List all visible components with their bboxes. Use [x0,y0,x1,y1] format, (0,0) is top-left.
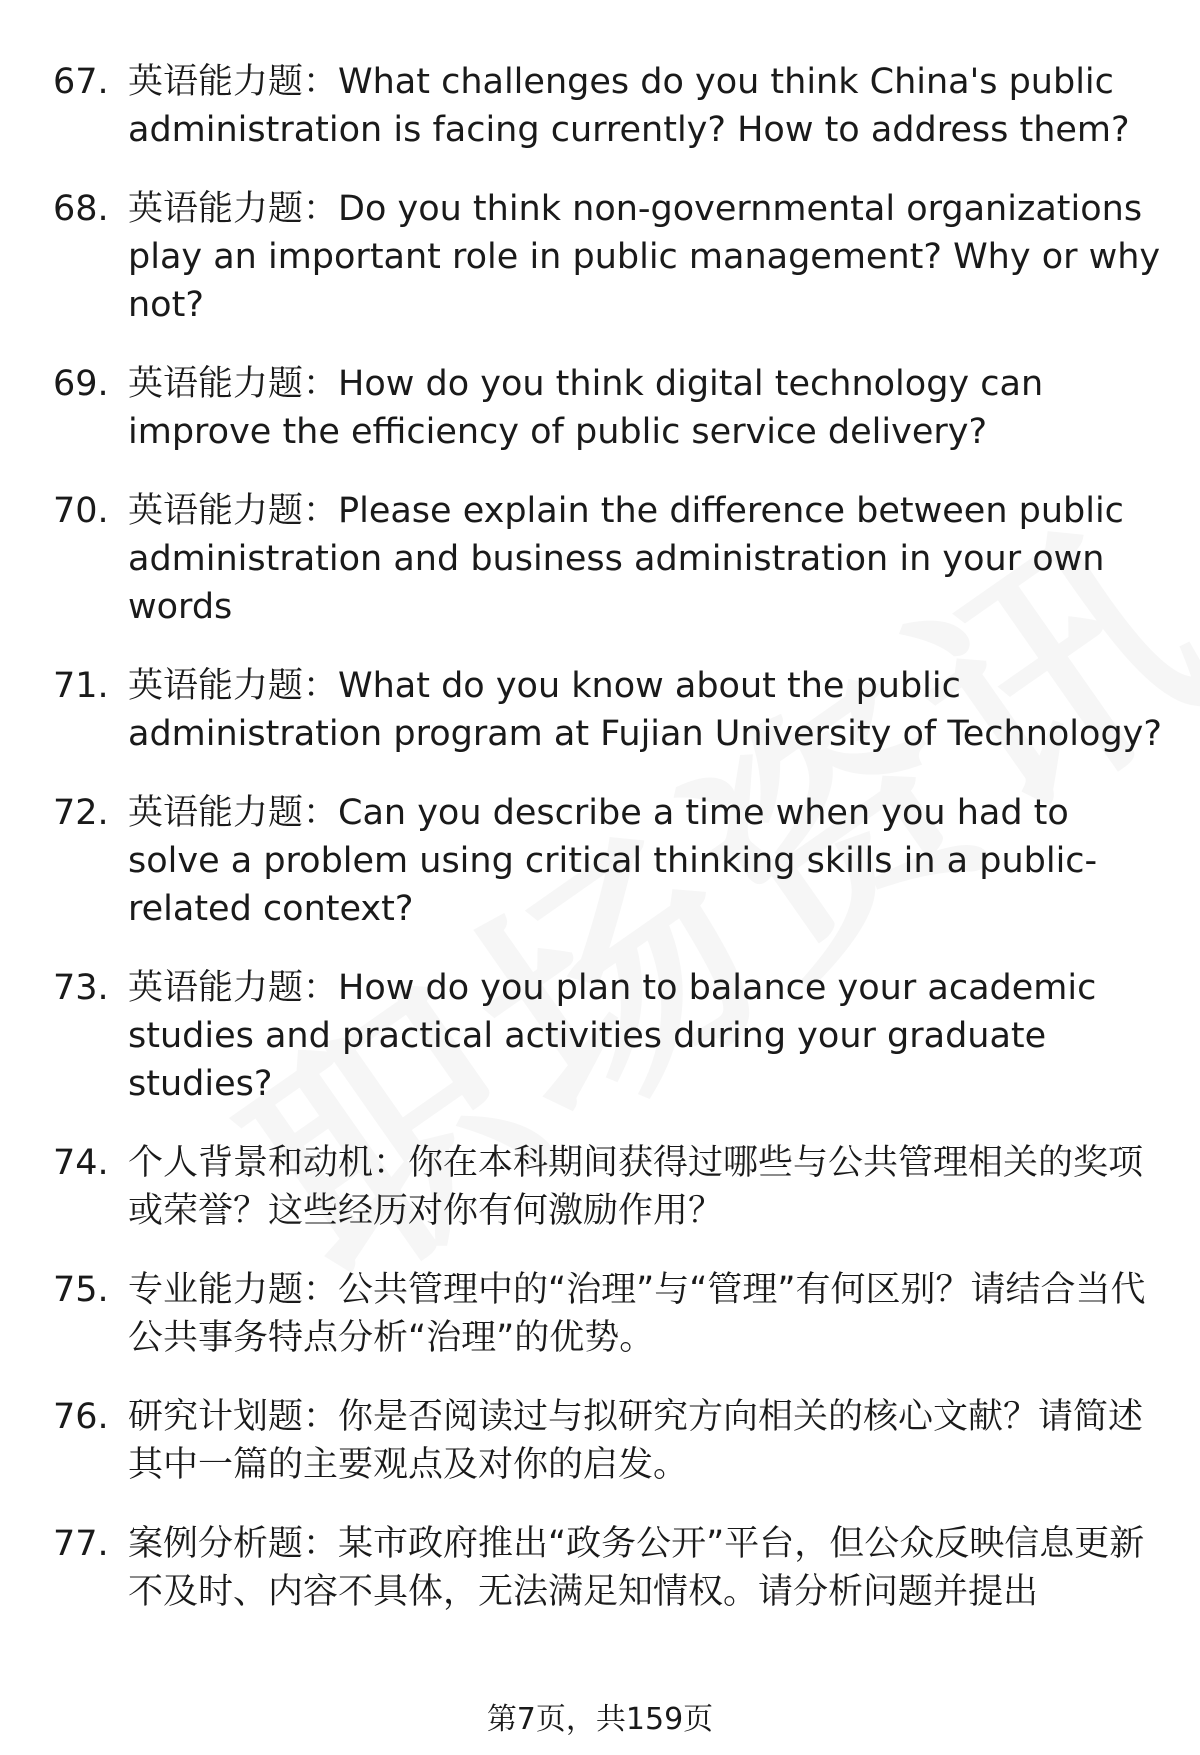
question-item [53,185,1163,329]
question-number: 77. [53,1524,109,1564]
question-item [53,1393,1163,1489]
question-text: 研究计划题：你是否阅读过与拟研究方向相关的核心文献？请简述其中一篇的主要观点及对你的启发。 [128,1397,1144,1485]
question-item [53,662,1163,758]
question-item [53,487,1163,631]
question-number: 73. [53,968,109,1008]
question-item [53,1139,1163,1235]
question-item [53,360,1163,456]
question-text: 英语能力题：Do you think non-governmental organizations play an important role in public management? Why or why not? [128,189,1161,325]
question-text: 个人背景和动机：你在本科期间获得过哪些与公共管理相关的奖项或荣誉？这些经历对你有何激励作用？ [128,1143,1144,1231]
question-number: 75. [53,1270,109,1310]
question-number: 70. [53,491,109,531]
question-item [53,1520,1163,1616]
question-number: 76. [53,1397,109,1437]
question-item [53,789,1163,933]
question-number: 69. [53,364,109,404]
question-number: 68. [53,189,109,229]
page-footer: 第7页，共159页 [486,1702,714,1737]
question-text: 案例分析题：某市政府推出“政务公开”平台，但公众反映信息更新不及时、内容不具体，无法满足知情权。请分析问题并提出 [128,1524,1145,1612]
question-text: 英语能力题：What do you know about the public administration program at Fujian University of Technology? [128,666,1162,754]
question-number: 67. [53,62,109,102]
question-text: 专业能力题：公共管理中的“治理”与“管理”有何区别？请结合当代公共事务特点分析“治理”的优势。 [128,1270,1146,1358]
question-number: 74. [53,1143,109,1183]
question-number: 71. [53,666,109,706]
question-item [53,1266,1163,1362]
question-number: 72. [53,793,109,833]
question-list [53,58,1163,1647]
question-text: 英语能力题：How do you think digital technology can improve the efficiency of public service delivery? [128,364,1044,452]
question-item [53,58,1163,154]
question-text: 英语能力题：Can you describe a time when you had to solve a problem using critical thinking skills in a public-related context? [128,793,1098,929]
question-text: 英语能力题：Please explain the difference between public administration and business administration in your own words [128,491,1124,627]
question-item [53,964,1163,1108]
question-text: 英语能力题：What challenges do you think China's public administration is facing currently? How to address them? [128,62,1130,150]
question-text: 英语能力题：How do you plan to balance your academic studies and practical activities during your graduate studies? [128,968,1097,1104]
